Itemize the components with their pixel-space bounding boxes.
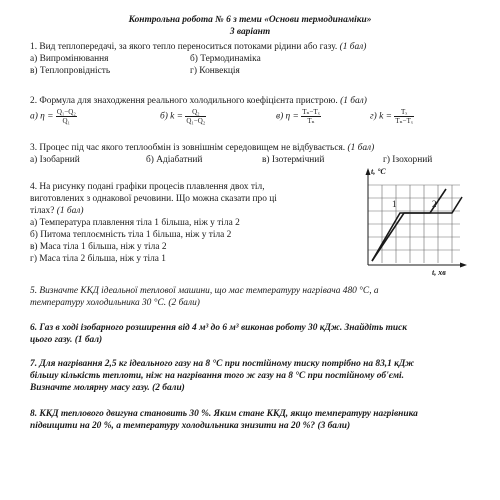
q4-option-c: в) Маса тіла 1 більша, ніж у тіла 2 [30,242,167,252]
variant-label: 3 варіант [229,27,271,37]
q2-option-d-fraction [394,108,414,125]
question-8-line-2 [30,421,350,432]
question-7-points: (2 бали) [152,383,185,393]
q2-option-d-label: г) k = [370,111,392,122]
graph-grid [368,185,460,263]
question-2 [30,96,367,107]
question-3-points: (1 бал) [347,143,375,153]
q4-option-a: а) Температура плавлення тіла 1 більша, ніж у тіла 2 [30,218,240,228]
question-5-line-2 [30,298,200,309]
question-4-points: (1 бал) [56,206,84,216]
question-2-points: (1 бал) [340,96,367,106]
question-4-line-1: 4. На рисунку подані графіки процесів плавлення двох тіл, [30,182,265,192]
question-6-line-1: 6. Газ в ході ізобарного розширення від 4 м³ до 6 м³ виконав роботу 30 кДж. Знайдіть тиск [30,323,408,333]
question-3 [30,143,374,154]
question-6-points: (1 бал) [74,335,103,345]
q2-option-b-denominator: Q₁−Q₂ [186,117,206,125]
question-1 [30,42,366,53]
q2-option-c-denominator: Tₙ [307,117,315,125]
q3-option-d: г) Ізохорний [383,155,433,165]
q2-option-a-denominator: Q₁ [62,117,71,125]
question-6-line-2 [30,335,102,346]
curve-1-label: 1 [392,199,397,209]
q2-option-b-fraction [185,108,206,125]
q2-option-d-numerator: Tₓ [394,108,414,117]
q1-option-d: г) Конвекція [190,66,240,76]
q3-option-a: а) Ізобарний [30,155,80,165]
curve-2 [372,197,462,261]
question-8-line-2-text: підвищити на 20 %, а температуру холодильника знизити на 20 %? [30,421,316,431]
q2-option-c-numerator: Tₙ−Tₓ [302,108,320,116]
question-3-text: 3. Процес під час якого теплообмін із зовнішнім середовищем не відбувається. [30,143,346,153]
q3-option-c: в) Ізотермічний [262,155,325,165]
q2-option-c [276,108,321,125]
curve-2-label: 2 [432,199,437,209]
q4-option-d: г) Маса тіла 2 більша, ніж у тіла 1 [30,254,166,264]
question-8-line-1: 8. ККД теплового двигуна становить 30 %. Яким стане ККД, якщо температуру нагрівника [30,409,418,419]
q2-option-b-numerator: Q₂ [185,108,206,117]
y-axis-label: t, °C [371,167,386,176]
question-1-points: (1 бал) [339,42,367,52]
x-axis-arrow [460,263,467,268]
question-2-text: 2. Формула для знаходження реального холодильного коефіцієнта пристрою. [30,96,338,106]
q2-option-a-label: а) η = [30,111,54,122]
question-1-text: 1. Вид теплопередачі, за якого тепло переноситься потоками рідини або газу. [30,42,338,52]
y-axis-arrow [366,168,371,175]
question-7-line-3-text: Визначте молярну масу газу. [30,383,150,393]
q2-option-b-label: б) k = [160,111,184,122]
q2-option-c-label: в) η = [276,111,299,122]
melting-graph [360,165,470,277]
question-6-line-2-text: цього газу. [30,335,73,345]
q3-option-b: б) Адіабатний [146,155,203,165]
q4-option-b: б) Питома теплоємність тіла 1 більша, ніж у тіла 2 [30,230,232,240]
question-5-line-1: 5. Визначте ККД ідеальної теплової машини, що має температуру нагрівача 480 °С, а [30,286,379,296]
q1-option-a: а) Випромінювання [30,54,109,64]
q2-option-a [30,108,77,125]
question-7-line-2: більшу кількість теплоти, ніж на нагрівання того ж газу на 8 °С при постійному об'ємі. [30,371,404,381]
q1-option-c: в) Теплопровідність [30,66,111,76]
q2-option-c-fraction [301,108,321,125]
question-4-line-2: виготовлених з однакової речовини. Що можна сказати про ці [30,194,277,204]
q2-option-d-denominator: Tₙ−Tₓ [395,117,413,125]
question-8-points: (3 бали) [317,421,351,431]
worksheet-title [0,15,500,26]
q2-option-a-fraction [56,108,77,125]
q2-option-a-numerator: Q₁−Q₂ [56,108,76,116]
q2-option-d [370,108,414,125]
question-5-line-2-text: температуру холодильника 30 °С. [30,298,167,308]
question-4-line-3-text: тілах? [30,206,55,216]
title-prefix: Контрольна робота № 6 з теми [128,15,265,25]
q2-option-b [160,108,206,125]
q1-option-b: б) Термодинаміка [190,54,261,64]
question-4-line-3 [30,206,84,217]
question-7-line-1: 7. Для нагрівання 2,5 кг ідеального газу на 8 °С при постійному тиску потрібно на 83,1 кДж [30,359,415,369]
x-axis-label: t, хв [432,268,446,277]
title-topic: «Основи термодинаміки» [264,15,372,25]
question-7-line-3 [30,383,185,394]
question-5-points: (2 бали) [168,298,200,308]
